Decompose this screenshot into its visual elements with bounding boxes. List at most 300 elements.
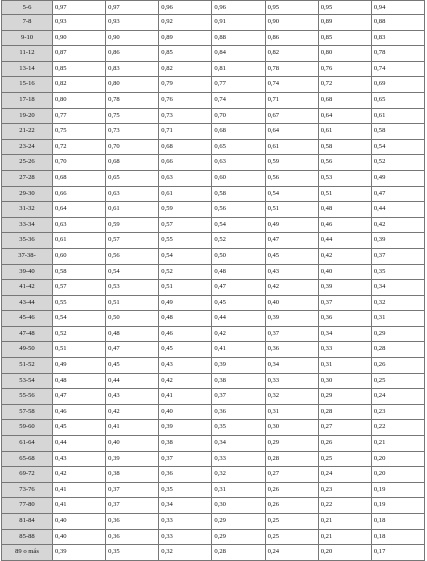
value-cell: 0,43 [106, 389, 159, 405]
value-cell: 0,37 [371, 248, 424, 264]
value-cell: 0,24 [318, 467, 371, 483]
value-cell: 0,48 [106, 326, 159, 342]
row-label-cell: 13-14 [2, 61, 53, 77]
value-cell: 0,64 [265, 124, 318, 140]
value-cell: 0,74 [212, 92, 265, 108]
row-label-cell: 33-34 [2, 217, 53, 233]
value-cell: 0,39 [318, 280, 371, 296]
row-label-cell: 89 o más [2, 545, 53, 561]
row-label-cell: 29-30 [2, 186, 53, 202]
value-cell: 0,54 [53, 311, 106, 327]
table-row [2, 373, 425, 389]
value-cell: 0,18 [371, 529, 424, 545]
value-cell: 0,40 [318, 264, 371, 280]
value-cell: 0,94 [371, 1, 424, 15]
table-row [2, 155, 425, 171]
value-cell: 0,31 [318, 358, 371, 374]
value-cell: 0,40 [53, 529, 106, 545]
table-row [2, 482, 425, 498]
table-row [2, 467, 425, 483]
value-cell: 0,38 [159, 436, 212, 452]
value-cell: 0,56 [318, 155, 371, 171]
value-cell: 0,87 [53, 46, 106, 62]
table-row [2, 498, 425, 514]
value-cell: 0,34 [159, 498, 212, 514]
value-cell: 0,63 [53, 217, 106, 233]
value-cell: 0,25 [371, 373, 424, 389]
row-label-cell: 25-26 [2, 155, 53, 171]
value-cell: 0,83 [371, 30, 424, 46]
value-cell: 0,33 [318, 342, 371, 358]
table-row [2, 46, 425, 62]
value-cell: 0,25 [318, 451, 371, 467]
value-cell: 0,35 [212, 420, 265, 436]
value-cell: 0,75 [106, 108, 159, 124]
value-cell: 0,93 [53, 15, 106, 31]
value-cell: 0,84 [212, 46, 265, 62]
value-cell: 0,25 [265, 529, 318, 545]
value-cell: 0,67 [265, 108, 318, 124]
value-cell: 0,54 [106, 264, 159, 280]
value-cell: 0,33 [212, 451, 265, 467]
value-cell: 0,38 [106, 467, 159, 483]
value-cell: 0,29 [212, 514, 265, 530]
row-label-cell: 21-22 [2, 124, 53, 140]
value-cell: 0,30 [212, 498, 265, 514]
value-cell: 0,56 [212, 202, 265, 218]
value-cell: 0,46 [53, 404, 106, 420]
value-cell: 0,61 [371, 108, 424, 124]
table-row [2, 326, 425, 342]
value-cell: 0,86 [265, 30, 318, 46]
value-cell: 0,81 [212, 61, 265, 77]
value-cell: 0,86 [106, 46, 159, 62]
value-cell: 0,96 [159, 1, 212, 15]
value-cell: 0,43 [159, 358, 212, 374]
value-cell: 0,60 [53, 248, 106, 264]
row-label-cell: 5-6 [2, 1, 53, 15]
value-cell: 0,55 [159, 233, 212, 249]
value-cell: 0,37 [318, 295, 371, 311]
row-label-cell: 17-18 [2, 92, 53, 108]
table-row [2, 545, 425, 561]
value-cell: 0,47 [106, 342, 159, 358]
value-cell: 0,39 [212, 358, 265, 374]
value-cell: 0,56 [106, 248, 159, 264]
value-cell: 0,74 [265, 77, 318, 93]
value-cell: 0,77 [53, 108, 106, 124]
value-cell: 0,66 [53, 186, 106, 202]
value-cell: 0,93 [106, 15, 159, 31]
value-cell: 0,78 [371, 46, 424, 62]
value-cell: 0,79 [159, 77, 212, 93]
value-cell: 0,61 [53, 233, 106, 249]
value-cell: 0,97 [53, 1, 106, 15]
value-cell: 0,97 [106, 1, 159, 15]
value-cell: 0,89 [159, 30, 212, 46]
value-cell: 0,58 [371, 124, 424, 140]
value-cell: 0,39 [265, 311, 318, 327]
value-cell: 0,30 [318, 373, 371, 389]
value-cell: 0,68 [318, 92, 371, 108]
value-cell: 0,21 [318, 529, 371, 545]
row-label-cell: 15-16 [2, 77, 53, 93]
value-cell: 0,45 [212, 295, 265, 311]
value-cell: 0,27 [265, 467, 318, 483]
value-cell: 0,37 [265, 326, 318, 342]
value-cell: 0,88 [212, 30, 265, 46]
value-cell: 0,47 [265, 233, 318, 249]
row-label-cell: 65-68 [2, 451, 53, 467]
value-cell: 0,52 [212, 233, 265, 249]
value-cell: 0,39 [371, 233, 424, 249]
value-cell: 0,34 [371, 280, 424, 296]
value-cell: 0,24 [371, 389, 424, 405]
value-cell: 0,64 [318, 108, 371, 124]
table-row [2, 124, 425, 140]
value-cell: 0,19 [371, 482, 424, 498]
value-cell: 0,57 [159, 217, 212, 233]
value-cell: 0,49 [371, 170, 424, 186]
table-row [2, 186, 425, 202]
value-cell: 0,75 [53, 124, 106, 140]
value-cell: 0,61 [265, 139, 318, 155]
value-cell: 0,83 [106, 61, 159, 77]
value-cell: 0,53 [318, 170, 371, 186]
value-cell: 0,31 [212, 482, 265, 498]
value-cell: 0,70 [106, 139, 159, 155]
value-cell: 0,58 [318, 139, 371, 155]
value-cell: 0,42 [159, 373, 212, 389]
value-cell: 0,78 [106, 92, 159, 108]
table-row [2, 311, 425, 327]
value-cell: 0,43 [265, 264, 318, 280]
value-cell: 0,47 [371, 186, 424, 202]
table-row [2, 233, 425, 249]
value-cell: 0,57 [53, 280, 106, 296]
value-cell: 0,20 [371, 467, 424, 483]
row-label-cell: 55-56 [2, 389, 53, 405]
value-cell: 0,72 [53, 139, 106, 155]
table-body [2, 1, 425, 561]
value-cell: 0,85 [53, 61, 106, 77]
table-row [2, 139, 425, 155]
value-cell: 0,82 [159, 61, 212, 77]
row-label-cell: 61-64 [2, 436, 53, 452]
value-cell: 0,57 [106, 233, 159, 249]
value-cell: 0,71 [159, 124, 212, 140]
table-row [2, 202, 425, 218]
value-cell: 0,26 [371, 358, 424, 374]
table-row [2, 404, 425, 420]
value-cell: 0,61 [106, 202, 159, 218]
table-row [2, 30, 425, 46]
value-cell: 0,35 [371, 264, 424, 280]
value-cell: 0,44 [53, 436, 106, 452]
table-row [2, 529, 425, 545]
value-cell: 0,20 [371, 451, 424, 467]
row-label-cell: 43-44 [2, 295, 53, 311]
value-cell: 0,41 [53, 482, 106, 498]
value-cell: 0,80 [106, 77, 159, 93]
row-label-cell: 27-28 [2, 170, 53, 186]
value-cell: 0,54 [265, 186, 318, 202]
value-cell: 0,20 [318, 545, 371, 561]
value-cell: 0,43 [53, 451, 106, 467]
value-cell: 0,33 [159, 529, 212, 545]
row-label-cell: 35-36 [2, 233, 53, 249]
value-cell: 0,42 [371, 217, 424, 233]
value-cell: 0,85 [159, 46, 212, 62]
value-cell: 0,46 [159, 326, 212, 342]
value-cell: 0,42 [106, 404, 159, 420]
value-cell: 0,29 [371, 326, 424, 342]
value-cell: 0,42 [53, 467, 106, 483]
value-cell: 0,71 [265, 92, 318, 108]
value-cell: 0,41 [159, 389, 212, 405]
row-label-cell: 7-8 [2, 15, 53, 31]
row-label-cell: 47-48 [2, 326, 53, 342]
value-cell: 0,65 [212, 139, 265, 155]
value-cell: 0,73 [159, 108, 212, 124]
value-cell: 0,55 [53, 295, 106, 311]
row-label-cell: 45-46 [2, 311, 53, 327]
value-cell: 0,37 [106, 498, 159, 514]
value-cell: 0,80 [53, 92, 106, 108]
value-cell: 0,22 [318, 498, 371, 514]
value-cell: 0,66 [159, 155, 212, 171]
value-cell: 0,36 [318, 311, 371, 327]
value-cell: 0,56 [265, 170, 318, 186]
value-cell: 0,89 [318, 15, 371, 31]
value-cell: 0,65 [371, 92, 424, 108]
table-row [2, 15, 425, 31]
row-label-cell: 39-40 [2, 264, 53, 280]
value-cell: 0,44 [212, 311, 265, 327]
value-cell: 0,54 [159, 248, 212, 264]
value-cell: 0,63 [212, 155, 265, 171]
row-label-cell: 49-50 [2, 342, 53, 358]
value-cell: 0,90 [265, 15, 318, 31]
table-row [2, 358, 425, 374]
value-cell: 0,19 [371, 498, 424, 514]
value-cell: 0,90 [106, 30, 159, 46]
value-cell: 0,29 [318, 389, 371, 405]
value-cell: 0,44 [318, 233, 371, 249]
value-cell: 0,90 [53, 30, 106, 46]
value-cell: 0,45 [106, 358, 159, 374]
table-row [2, 451, 425, 467]
value-cell: 0,40 [159, 404, 212, 420]
value-cell: 0,31 [371, 311, 424, 327]
table-row [2, 295, 425, 311]
value-cell: 0,45 [159, 342, 212, 358]
value-cell: 0,39 [159, 420, 212, 436]
value-cell: 0,36 [265, 342, 318, 358]
row-label-cell: 9-10 [2, 30, 53, 46]
row-label-cell: 85-88 [2, 529, 53, 545]
value-cell: 0,27 [318, 420, 371, 436]
value-cell: 0,68 [212, 124, 265, 140]
row-label-cell: 11-12 [2, 46, 53, 62]
row-label-cell: 69-72 [2, 467, 53, 483]
value-cell: 0,49 [159, 295, 212, 311]
value-cell: 0,35 [106, 545, 159, 561]
value-cell: 0,76 [159, 92, 212, 108]
value-cell: 0,36 [106, 514, 159, 530]
row-label-cell: 19-20 [2, 108, 53, 124]
row-label-cell: 59-60 [2, 420, 53, 436]
value-cell: 0,40 [53, 514, 106, 530]
value-cell: 0,51 [53, 342, 106, 358]
value-cell: 0,47 [53, 389, 106, 405]
value-cell: 0,46 [318, 217, 371, 233]
value-cell: 0,45 [265, 248, 318, 264]
value-cell: 0,96 [212, 1, 265, 15]
value-cell: 0,37 [106, 482, 159, 498]
value-cell: 0,51 [159, 280, 212, 296]
table-row [2, 389, 425, 405]
value-cell: 0,35 [159, 482, 212, 498]
value-cell: 0,51 [318, 186, 371, 202]
value-cell: 0,28 [318, 404, 371, 420]
value-cell: 0,40 [265, 295, 318, 311]
value-cell: 0,61 [159, 186, 212, 202]
row-label-cell: 73-76 [2, 482, 53, 498]
value-cell: 0,44 [371, 202, 424, 218]
value-cell: 0,74 [371, 61, 424, 77]
value-cell: 0,39 [106, 451, 159, 467]
value-cell: 0,53 [106, 280, 159, 296]
value-cell: 0,78 [265, 61, 318, 77]
value-cell: 0,41 [53, 498, 106, 514]
value-cell: 0,25 [265, 514, 318, 530]
value-cell: 0,95 [318, 1, 371, 15]
row-label-cell: 81-84 [2, 514, 53, 530]
table-row [2, 248, 425, 264]
row-label-cell: 23-24 [2, 139, 53, 155]
value-cell: 0,26 [265, 498, 318, 514]
value-cell: 0,49 [265, 217, 318, 233]
value-cell: 0,33 [265, 373, 318, 389]
value-cell: 0,48 [318, 202, 371, 218]
row-label-cell: 37-38- [2, 248, 53, 264]
value-cell: 0,64 [53, 202, 106, 218]
table-row [2, 264, 425, 280]
value-cell: 0,18 [371, 514, 424, 530]
value-cell: 0,28 [212, 545, 265, 561]
value-cell: 0,36 [212, 404, 265, 420]
value-cell: 0,82 [265, 46, 318, 62]
value-cell: 0,52 [53, 326, 106, 342]
table-row [2, 1, 425, 15]
value-cell: 0,77 [212, 77, 265, 93]
value-cell: 0,68 [53, 170, 106, 186]
table-row [2, 280, 425, 296]
value-cell: 0,60 [212, 170, 265, 186]
value-cell: 0,69 [371, 77, 424, 93]
value-cell: 0,65 [106, 170, 159, 186]
row-label-cell: 77-80 [2, 498, 53, 514]
value-cell: 0,51 [106, 295, 159, 311]
value-cell: 0,36 [106, 529, 159, 545]
value-cell: 0,44 [106, 373, 159, 389]
value-cell: 0,88 [371, 15, 424, 31]
value-cell: 0,42 [318, 248, 371, 264]
value-cell: 0,41 [106, 420, 159, 436]
depreciation-table [1, 0, 425, 561]
value-cell: 0,48 [53, 373, 106, 389]
value-cell: 0,26 [265, 482, 318, 498]
value-cell: 0,29 [265, 436, 318, 452]
value-cell: 0,59 [265, 155, 318, 171]
value-cell: 0,48 [212, 264, 265, 280]
value-cell: 0,24 [265, 545, 318, 561]
value-cell: 0,70 [212, 108, 265, 124]
value-cell: 0,26 [318, 436, 371, 452]
value-cell: 0,52 [371, 155, 424, 171]
value-cell: 0,50 [212, 248, 265, 264]
value-cell: 0,54 [212, 217, 265, 233]
value-cell: 0,17 [371, 545, 424, 561]
table-row [2, 514, 425, 530]
value-cell: 0,29 [212, 529, 265, 545]
value-cell: 0,42 [212, 326, 265, 342]
value-cell: 0,39 [53, 545, 106, 561]
value-cell: 0,70 [53, 155, 106, 171]
value-cell: 0,34 [212, 436, 265, 452]
value-cell: 0,58 [53, 264, 106, 280]
value-cell: 0,47 [212, 280, 265, 296]
value-cell: 0,40 [106, 436, 159, 452]
row-label-cell: 53-54 [2, 373, 53, 389]
value-cell: 0,31 [265, 404, 318, 420]
value-cell: 0,23 [371, 404, 424, 420]
value-cell: 0,51 [265, 202, 318, 218]
value-cell: 0,54 [371, 139, 424, 155]
value-cell: 0,92 [159, 15, 212, 31]
value-cell: 0,23 [318, 482, 371, 498]
value-cell: 0,21 [371, 436, 424, 452]
value-cell: 0,95 [265, 1, 318, 15]
value-cell: 0,48 [159, 311, 212, 327]
table-row [2, 170, 425, 186]
value-cell: 0,91 [212, 15, 265, 31]
value-cell: 0,45 [53, 420, 106, 436]
value-cell: 0,32 [159, 545, 212, 561]
table-row [2, 420, 425, 436]
table-row [2, 92, 425, 108]
value-cell: 0,37 [159, 451, 212, 467]
value-cell: 0,28 [371, 342, 424, 358]
row-label-cell: 51-52 [2, 358, 53, 374]
value-cell: 0,32 [371, 295, 424, 311]
value-cell: 0,61 [318, 124, 371, 140]
value-cell: 0,85 [318, 30, 371, 46]
table-row [2, 217, 425, 233]
value-cell: 0,73 [106, 124, 159, 140]
value-cell: 0,22 [371, 420, 424, 436]
row-label-cell: 41-42 [2, 280, 53, 296]
value-cell: 0,30 [265, 420, 318, 436]
value-cell: 0,58 [212, 186, 265, 202]
value-cell: 0,36 [159, 467, 212, 483]
row-label-cell: 57-58 [2, 404, 53, 420]
value-cell: 0,76 [318, 61, 371, 77]
table-row [2, 436, 425, 452]
value-cell: 0,33 [159, 514, 212, 530]
value-cell: 0,63 [106, 186, 159, 202]
